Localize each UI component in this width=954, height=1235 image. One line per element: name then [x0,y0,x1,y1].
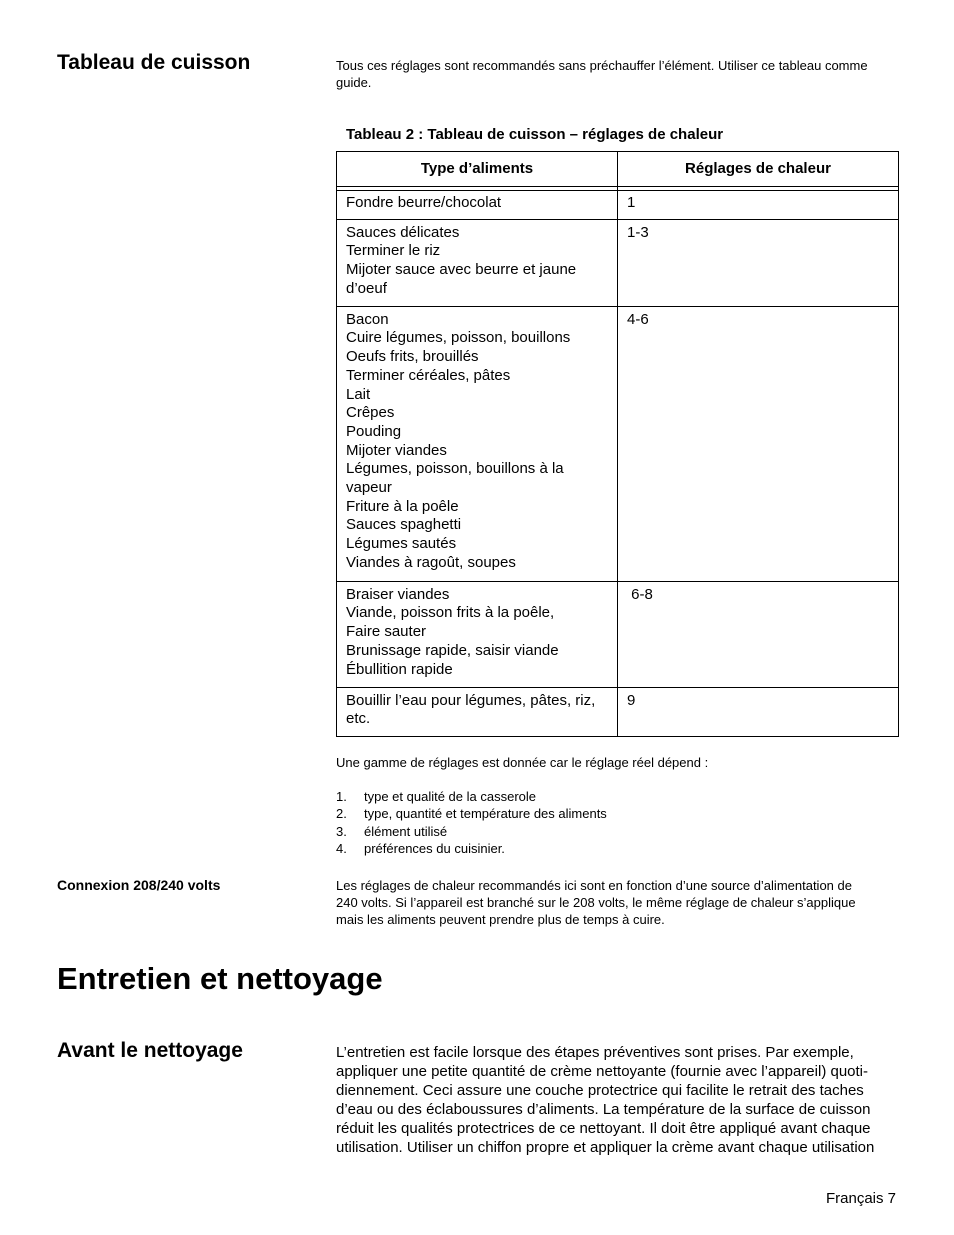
setting-cell: 1-3 [618,219,899,306]
list-item: 2. type, quantité et température des aliments [336,806,607,822]
table-row [337,687,899,736]
list-item: 4. préférences du cuisinier. [336,841,505,857]
list-item: 1. type et qualité de la casserole [336,789,536,804]
voltage-heading: Connexion 208/240 volts [57,877,221,893]
table-row [337,581,899,687]
range-note: Une gamme de réglages est donnée car le réglage réel dépend : [336,755,709,770]
food-cell: Braiser viandes Viande, poisson frits à la poêle, Faire sauter Brunissage rapide, saisir viande Ébullition rapide [337,581,618,687]
setting-cell: 4-6 [618,306,899,581]
table-header-food-type: Type d’aliments [337,152,618,187]
table-row [337,306,899,581]
table-row [337,191,899,220]
food-cell: Fondre beurre/chocolat [337,191,618,220]
section-heading-cooking-table: Tableau de cuisson [57,51,251,74]
factors-list [336,788,896,858]
setting-cell: 9 [618,687,899,736]
cooking-table-intro: Tous ces réglages sont recommandés sans préchauffer l’élément. Utiliser ce tableau comme guide. [336,58,868,90]
before-cleaning-heading: Avant le nettoyage [57,1039,243,1062]
page-footer: Français 7 [826,1190,897,1207]
table-row [337,219,899,306]
table-header-heat-setting: Réglages de chaleur [618,152,899,187]
food-cell: Sauces délicates Terminer le riz Mijoter sauce avec beurre et jaune d’oeuf [337,219,618,306]
before-cleaning-paragraph: L’entretien est facile lorsque des étapes préventives sont prises. Par exemple, appliquer une petite quantité de crème nettoyante (fournie avec l’appareil) quoti- diennement. Ceci assure une couche protectrice qui facilite le retrait des taches d’eau ou des éclaboussures d’aliments. La température de la surface de cuisson réduit les qualités protectrices de ce nettoyant. Il doit être appliqué avant chaque utilisation. Utiliser un chiffon propre et appliquer la crème avant chaque utilisation [336,1044,875,1156]
table-caption: Tableau 2 : Tableau de cuisson – réglages de chaleur [346,126,724,143]
setting-cell: 1 [618,191,899,220]
list-item: 3. élément utilisé [336,823,448,839]
food-cell: Bouillir l’eau pour légumes, pâtes, riz, etc. [337,687,618,736]
cooking-settings-table [336,151,899,737]
food-cell: Bacon Cuire légumes, poisson, bouillons Oeufs frits, brouillés Terminer céréales, pâtes Lait Crêpes Pouding Mijoter viandes Légumes, poisson, bouillons à la vapeur Friture à la poêle Sauces spaghetti Légumes sautés Viandes à ragoût, soupes [337,306,618,581]
setting-cell: 6-8 [618,581,899,687]
care-title: Entretien et nettoyage [57,961,383,996]
voltage-paragraph: Les réglages de chaleur recommandés ici sont en fonction d’une source d’alimentation de 240 volts. Si l’appareil est branché sur le 208 volts, le même réglage de chaleur s’applique mais les aliments peuvent prendre plus de temps à cuire. [336,878,856,927]
